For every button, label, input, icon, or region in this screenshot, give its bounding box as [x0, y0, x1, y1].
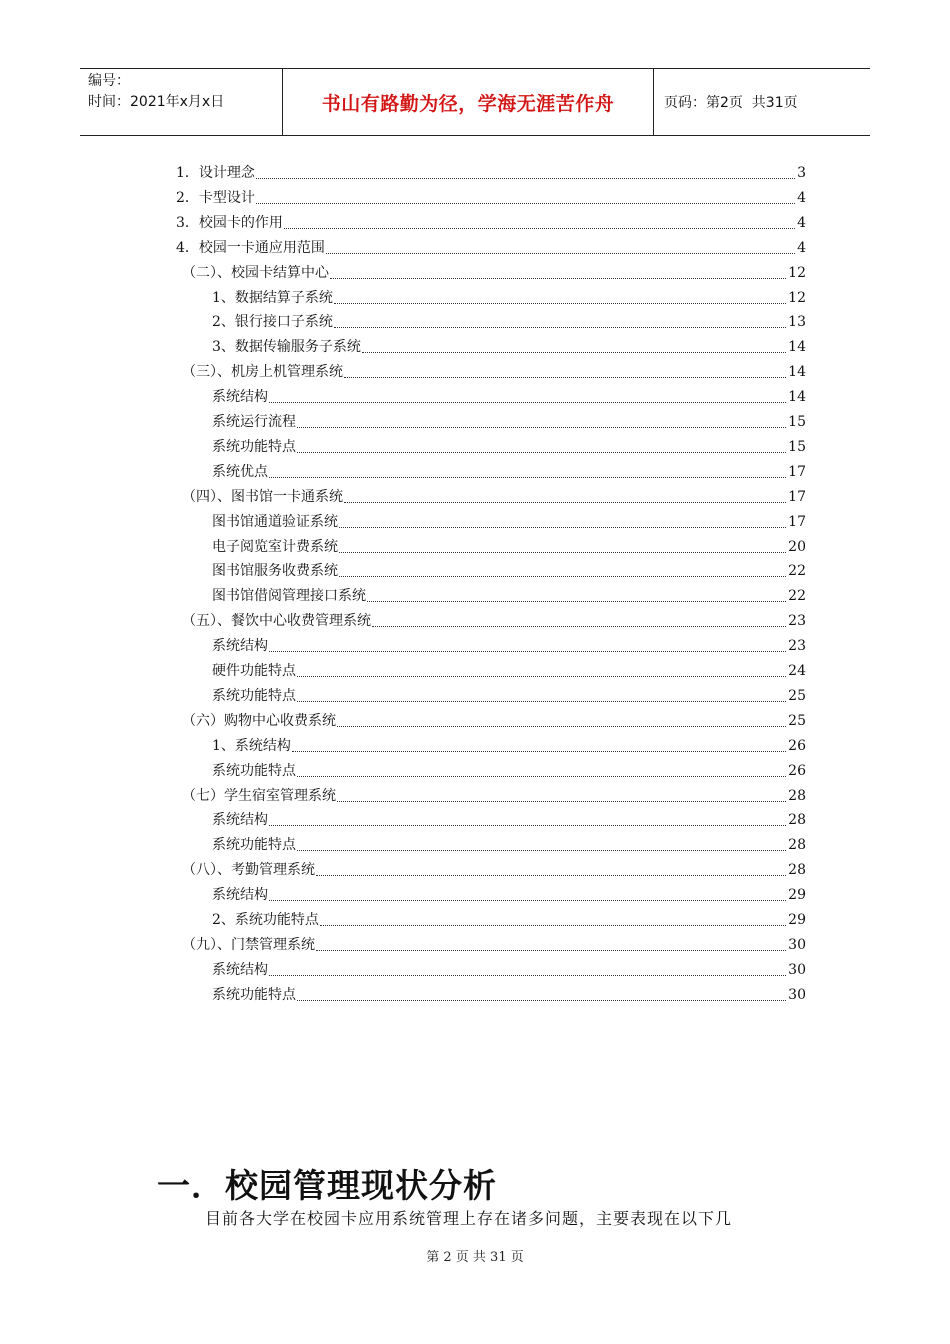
toc-dot-leader — [297, 662, 786, 677]
toc-entry-page: 4 — [797, 239, 806, 256]
toc-entry[interactable] — [182, 930, 806, 954]
toc-entry[interactable] — [176, 158, 806, 182]
toc-dot-leader — [269, 961, 786, 976]
toc-entry[interactable] — [182, 482, 806, 506]
toc-dot-leader — [334, 313, 786, 328]
toc-entry[interactable] — [212, 581, 806, 605]
toc-entry-title: 1、数据结算子系统 — [212, 289, 333, 306]
toc-entry-page: 22 — [788, 563, 806, 580]
toc-entry-page: 15 — [788, 438, 806, 455]
toc-entry[interactable] — [182, 855, 806, 879]
header-page-info: 页码：第2页 共31页 — [664, 95, 798, 111]
toc-entry-page: 20 — [788, 538, 806, 555]
toc-entry[interactable] — [212, 681, 806, 705]
toc-entry-title: 3、数据传输服务子系统 — [212, 339, 361, 356]
toc-entry-page: 17 — [788, 488, 806, 505]
toc-entry-page: 17 — [788, 463, 806, 480]
toc-entry-title: 系统运行流程 — [212, 414, 296, 430]
toc-entry[interactable] — [212, 507, 806, 531]
toc-dot-leader — [337, 787, 786, 802]
toc-dot-leader — [297, 687, 786, 702]
toc-entry-title: 1、系统结构 — [212, 737, 291, 754]
header-page-cell — [654, 69, 870, 135]
toc-entry[interactable] — [182, 606, 806, 630]
toc-entry-title: 2、银行接口子系统 — [212, 314, 333, 331]
toc-dot-leader — [316, 861, 786, 876]
toc-entry-page: 3 — [797, 165, 806, 181]
toc-entry-page: 15 — [788, 414, 806, 430]
toc-entry[interactable] — [212, 980, 806, 1004]
toc-entry-title: 系统功能特点 — [212, 837, 296, 854]
page-footer: 第 2 页 共 31 页 — [426, 1250, 524, 1265]
toc-entry-title: （九）、门禁管理系统 — [182, 936, 315, 953]
toc-entry-title: 硬件功能特点 — [212, 663, 296, 679]
toc-dot-leader — [320, 911, 786, 926]
toc-entry[interactable] — [212, 955, 806, 979]
toc-entry-title: 系统结构 — [212, 812, 268, 829]
toc-entry-page: 30 — [788, 986, 806, 1003]
toc-entry[interactable] — [182, 781, 806, 805]
toc-dot-leader — [269, 388, 786, 403]
toc-entry-title: 电子阅览室计费系统 — [212, 538, 338, 555]
toc-entry-page: 26 — [788, 762, 806, 779]
toc-entry-page: 17 — [788, 513, 806, 530]
toc-entry-page: 29 — [788, 912, 806, 928]
toc-entry[interactable] — [212, 905, 806, 929]
toc-entry-title: （六）购物中心收费系统 — [182, 712, 336, 729]
toc-entry[interactable] — [182, 357, 806, 381]
toc-entry-page: 14 — [788, 364, 806, 381]
toc-dot-leader — [256, 164, 795, 179]
toc-entry-title: （二）、校园卡结算中心 — [182, 264, 329, 281]
toc-entry-page: 23 — [788, 638, 806, 655]
toc-entry[interactable] — [212, 656, 806, 680]
toc-dot-leader — [269, 811, 786, 826]
toc-entry[interactable] — [212, 283, 806, 307]
toc-dot-leader — [269, 886, 786, 901]
header-meta — [80, 69, 282, 135]
document-header — [80, 68, 870, 136]
toc-entry-page: 25 — [788, 712, 806, 729]
toc-dot-leader — [269, 463, 786, 478]
toc-entry-page: 30 — [788, 936, 806, 953]
toc-entry-title: 系统结构 — [212, 638, 268, 655]
toc-dot-leader — [326, 239, 795, 254]
toc-entry[interactable] — [212, 805, 806, 829]
toc-dot-leader — [337, 712, 786, 727]
toc-entry-title: 系统功能特点 — [212, 762, 296, 779]
toc-entry-page: 25 — [788, 687, 806, 704]
toc-dot-leader — [339, 513, 786, 528]
toc-entry[interactable] — [212, 830, 806, 854]
toc-entry-title: 系统功能特点 — [212, 438, 296, 455]
toc-entry-page: 28 — [788, 812, 806, 829]
toc-entry-title: （四）、图书馆一卡通系统 — [182, 488, 343, 505]
toc-entry[interactable] — [212, 731, 806, 755]
toc-dot-leader — [339, 562, 786, 577]
toc-entry[interactable] — [212, 407, 806, 431]
toc-entry[interactable] — [212, 532, 806, 556]
toc-dot-leader — [344, 488, 786, 503]
header-motto-cell — [282, 69, 654, 135]
toc-entry-title: 2．卡型设计 — [176, 189, 255, 206]
toc-entry-title: （三）、机房上机管理系统 — [182, 364, 343, 381]
toc-entry-page: 24 — [788, 663, 806, 679]
toc-entry-page: 30 — [788, 961, 806, 978]
toc-dot-leader — [297, 836, 786, 851]
toc-dot-leader — [284, 214, 795, 229]
toc-dot-leader — [330, 264, 786, 279]
toc-dot-leader — [297, 986, 786, 1001]
toc-entry-page: 22 — [788, 588, 806, 605]
toc-dot-leader — [269, 637, 786, 652]
toc-entry-page: 28 — [788, 787, 806, 804]
toc-dot-leader — [316, 936, 786, 951]
date-label: 时间：2021年x月x日 — [88, 94, 225, 110]
toc-entry[interactable] — [212, 756, 806, 780]
section-heading: 一．校园管理现状分析 — [157, 1166, 497, 1205]
toc-entry[interactable] — [212, 332, 806, 356]
toc-entry-title: 1．设计理念 — [176, 165, 255, 181]
toc-entry-page: 26 — [788, 737, 806, 754]
toc-entry-title: （七）学生宿室管理系统 — [182, 787, 336, 804]
toc-entry-title: 系统优点 — [212, 463, 268, 480]
toc-entry[interactable] — [212, 382, 806, 406]
toc-entry-title: 图书馆通道验证系统 — [212, 513, 338, 530]
serial-number-label: 编号： — [88, 73, 130, 89]
toc-entry-title: 4．校园一卡通应用范围 — [176, 239, 325, 256]
toc-entry-page: 13 — [788, 314, 806, 331]
toc-entry[interactable] — [212, 556, 806, 580]
toc-entry[interactable] — [182, 258, 806, 282]
toc-entry-title: 系统功能特点 — [212, 687, 296, 704]
toc-entry-title: （五）、餐饮中心收费管理系统 — [182, 613, 371, 630]
toc-entry-page: 12 — [788, 289, 806, 306]
toc-entry-title: 图书馆借阅管理接口系统 — [212, 588, 366, 605]
toc-entry[interactable] — [212, 307, 806, 331]
toc-entry-title: 系统结构 — [212, 961, 268, 978]
toc-dot-leader — [339, 538, 786, 553]
toc-entry[interactable] — [212, 880, 806, 904]
toc-entry-title: 2、系统功能特点 — [212, 912, 319, 928]
toc-entry-page: 12 — [788, 264, 806, 281]
header-motto: 书山有路勤为径，学海无涯苦作舟 — [321, 92, 615, 115]
toc-entry-title: （八）、考勤管理系统 — [182, 862, 315, 879]
toc-entry[interactable] — [212, 432, 806, 456]
toc-dot-leader — [344, 363, 786, 378]
toc-dot-leader — [367, 587, 786, 602]
toc-dot-leader — [297, 438, 786, 453]
toc-dot-leader — [292, 737, 786, 752]
toc-entry[interactable] — [176, 208, 806, 232]
toc-entry[interactable] — [176, 233, 806, 257]
toc-entry-title: 系统功能特点 — [212, 986, 296, 1003]
toc-entry[interactable] — [182, 706, 806, 730]
toc-entry-page: 23 — [788, 613, 806, 630]
toc-entry-title: 3．校园卡的作用 — [176, 214, 283, 231]
body-paragraph: 目前各大学在校园卡应用系统管理上存在诸多问题，主要表现在以下几 — [205, 1209, 733, 1228]
toc-entry-page: 14 — [788, 389, 806, 406]
toc-entry[interactable] — [212, 631, 806, 655]
toc-dot-leader — [334, 289, 786, 304]
toc-dot-leader — [297, 762, 786, 777]
toc-entry-title: 系统结构 — [212, 389, 268, 406]
toc-dot-leader — [372, 612, 786, 627]
toc-entry-title: 图书馆服务收费系统 — [212, 563, 338, 580]
toc-entry-page: 4 — [797, 189, 806, 206]
toc-entry-page: 29 — [788, 887, 806, 904]
toc-dot-leader — [362, 338, 786, 353]
toc-dot-leader — [297, 413, 786, 428]
toc-entry-page: 4 — [797, 214, 806, 231]
toc-entry[interactable] — [176, 183, 806, 207]
toc-entry-page: 28 — [788, 862, 806, 879]
toc-entry-page: 28 — [788, 837, 806, 854]
toc-entry[interactable] — [212, 457, 806, 481]
toc-entry-page: 14 — [788, 339, 806, 356]
toc-dot-leader — [256, 189, 795, 204]
toc-entry-title: 系统结构 — [212, 887, 268, 904]
